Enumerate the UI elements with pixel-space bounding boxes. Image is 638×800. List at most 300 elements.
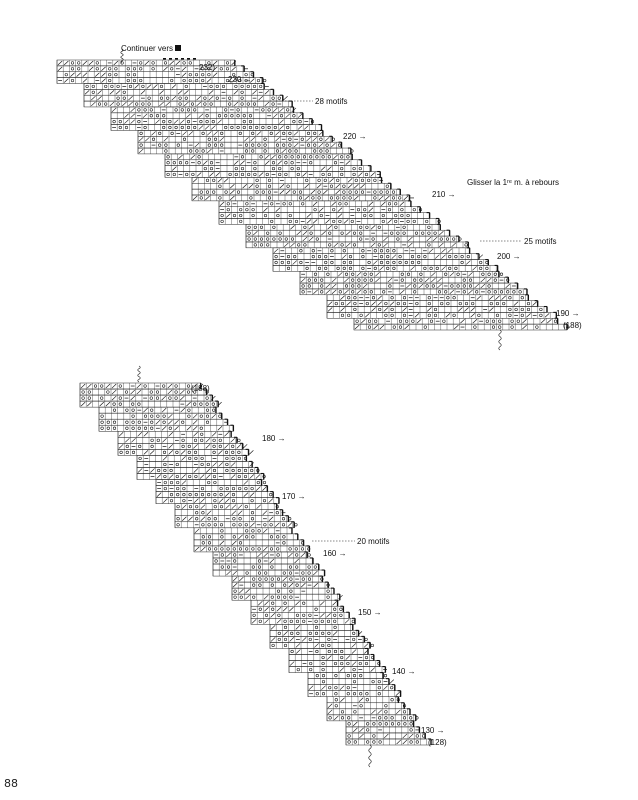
yarn-over-symbol bbox=[88, 391, 91, 394]
decrease-symbol bbox=[182, 67, 186, 71]
yarn-over-symbol bbox=[233, 214, 236, 217]
yarn-over-symbol bbox=[258, 144, 261, 147]
yarn-over-symbol bbox=[200, 415, 203, 418]
yarn-over-symbol bbox=[107, 427, 110, 430]
yarn-over-symbol bbox=[65, 73, 68, 76]
yarn-over-symbol bbox=[226, 469, 229, 472]
yarn-over-symbol bbox=[475, 291, 478, 294]
decrease-symbol bbox=[278, 161, 282, 165]
yarn-over-symbol bbox=[428, 296, 431, 299]
decrease-symbol bbox=[137, 390, 141, 394]
yarn-over-symbol bbox=[169, 427, 172, 430]
yarn-over-symbol bbox=[194, 439, 197, 442]
yarn-over-symbol bbox=[283, 596, 286, 599]
yarn-over-symbol bbox=[115, 68, 118, 71]
yarn-over-symbol bbox=[254, 244, 257, 247]
yarn-over-symbol bbox=[436, 267, 439, 270]
decrease-symbol bbox=[383, 243, 387, 247]
yarn-over-symbol bbox=[494, 279, 497, 282]
yarn-over-symbol bbox=[262, 126, 265, 129]
decrease-symbol bbox=[481, 284, 485, 288]
yarn-over-symbol bbox=[150, 409, 153, 412]
decrease-symbol bbox=[437, 284, 441, 288]
yarn-over-symbol bbox=[332, 208, 335, 211]
yarn-over-symbol bbox=[272, 103, 275, 106]
yarn-over-symbol bbox=[251, 487, 254, 490]
decrease-symbol bbox=[225, 499, 229, 503]
yarn-over-symbol bbox=[341, 314, 344, 317]
yarn-over-symbol bbox=[107, 421, 110, 424]
decrease-symbol bbox=[245, 589, 249, 593]
yarn-over-symbol bbox=[293, 191, 296, 194]
yarn-over-symbol bbox=[220, 523, 223, 526]
yarn-over-symbol bbox=[397, 302, 400, 305]
decrease-symbol bbox=[212, 414, 216, 418]
decrease-symbol bbox=[250, 523, 254, 527]
decrease-symbol bbox=[481, 278, 485, 282]
decrease-symbol bbox=[359, 728, 363, 732]
note-25-motifs: 25 motifs bbox=[524, 237, 557, 246]
yarn-over-symbol bbox=[259, 608, 262, 611]
yarn-over-symbol bbox=[413, 208, 416, 211]
decrease-symbol bbox=[408, 237, 412, 241]
yarn-over-symbol bbox=[276, 150, 279, 153]
yarn-over-symbol bbox=[201, 487, 204, 490]
yarn-over-symbol bbox=[370, 279, 373, 282]
yarn-over-symbol bbox=[386, 267, 389, 270]
yarn-over-symbol bbox=[328, 650, 331, 653]
yarn-over-symbol bbox=[248, 238, 251, 241]
yarn-over-symbol bbox=[208, 517, 211, 520]
yarn-over-symbol bbox=[268, 126, 271, 129]
decrease-symbol bbox=[333, 631, 337, 635]
decrease-symbol bbox=[304, 126, 308, 130]
yarn-over-symbol bbox=[327, 596, 330, 599]
chart-1-grid bbox=[57, 60, 569, 330]
yarn-over-symbol bbox=[388, 208, 391, 211]
decrease-symbol bbox=[224, 444, 228, 448]
yarn-over-symbol bbox=[208, 73, 211, 76]
yarn-over-symbol bbox=[353, 232, 356, 235]
yarn-over-symbol bbox=[201, 73, 204, 76]
chart-row bbox=[327, 715, 416, 721]
yarn-over-symbol bbox=[213, 451, 216, 454]
yarn-over-symbol bbox=[351, 291, 354, 294]
decrease-symbol bbox=[271, 155, 275, 159]
yarn-over-symbol bbox=[328, 156, 331, 159]
yarn-over-symbol bbox=[302, 285, 305, 288]
yarn-over-symbol bbox=[540, 308, 543, 311]
decrease-symbol bbox=[101, 73, 105, 77]
yarn-over-symbol bbox=[214, 505, 217, 508]
yarn-over-symbol bbox=[71, 79, 74, 82]
decrease-symbol bbox=[201, 517, 205, 521]
yarn-over-symbol bbox=[224, 109, 227, 112]
yarn-over-symbol bbox=[380, 261, 383, 264]
yarn-over-symbol bbox=[360, 704, 363, 707]
yarn-over-symbol bbox=[77, 68, 80, 71]
chart-row bbox=[192, 195, 410, 201]
decrease-symbol bbox=[473, 319, 477, 323]
decrease-symbol bbox=[159, 90, 163, 94]
decrease-symbol bbox=[375, 278, 379, 282]
yarn-over-symbol bbox=[328, 244, 331, 247]
yarn-over-symbol bbox=[150, 114, 153, 117]
yarn-over-symbol bbox=[295, 220, 298, 223]
decrease-symbol bbox=[119, 432, 123, 436]
chart-row bbox=[175, 522, 294, 528]
decrease-symbol bbox=[200, 475, 204, 479]
yarn-over-symbol bbox=[498, 326, 501, 329]
yarn-over-symbol bbox=[123, 91, 126, 94]
yarn-over-symbol bbox=[391, 314, 394, 317]
decrease-symbol bbox=[321, 167, 325, 171]
yarn-over-symbol bbox=[219, 415, 222, 418]
yarn-over-symbol bbox=[232, 487, 235, 490]
yarn-over-symbol bbox=[204, 103, 207, 106]
yarn-over-symbol bbox=[198, 156, 201, 159]
decrease-symbol bbox=[353, 722, 357, 726]
yarn-over-symbol bbox=[277, 554, 280, 557]
yarn-over-symbol bbox=[354, 711, 357, 714]
yarn-over-symbol bbox=[411, 261, 414, 264]
decrease-symbol bbox=[194, 499, 198, 503]
decrease-symbol bbox=[288, 523, 292, 527]
decrease-symbol bbox=[295, 559, 299, 563]
yarn-over-symbol bbox=[200, 191, 203, 194]
yarn-over-symbol bbox=[401, 214, 404, 217]
yarn-over-symbol bbox=[268, 185, 271, 188]
yarn-over-symbol bbox=[291, 238, 294, 241]
yarn-over-symbol bbox=[194, 451, 197, 454]
decrease-symbol bbox=[354, 184, 358, 188]
chart-row bbox=[111, 119, 312, 125]
decrease-symbol bbox=[346, 656, 350, 660]
yarn-over-symbol bbox=[296, 584, 299, 587]
decrease-symbol bbox=[231, 475, 235, 479]
yarn-over-symbol bbox=[335, 674, 338, 677]
yarn-over-symbol bbox=[132, 415, 135, 418]
yarn-over-symbol bbox=[140, 144, 143, 147]
yarn-over-symbol bbox=[447, 302, 450, 305]
yarn-over-symbol bbox=[187, 391, 190, 394]
row-label-232: 232) bbox=[199, 63, 216, 72]
yarn-over-symbol bbox=[150, 397, 153, 400]
yarn-over-symbol bbox=[231, 451, 234, 454]
yarn-over-symbol bbox=[336, 197, 339, 200]
decrease-symbol bbox=[264, 607, 268, 611]
decrease-symbol bbox=[176, 61, 180, 65]
yarn-over-symbol bbox=[176, 451, 179, 454]
row-label-230: 230 → bbox=[228, 75, 252, 84]
yarn-over-symbol bbox=[82, 391, 85, 394]
yarn-over-symbol bbox=[233, 523, 236, 526]
decrease-symbol bbox=[91, 96, 95, 100]
yarn-over-symbol bbox=[163, 451, 166, 454]
yarn-over-symbol bbox=[268, 197, 271, 200]
yarn-over-symbol bbox=[169, 397, 172, 400]
yarn-over-symbol bbox=[461, 255, 464, 258]
yarn-over-symbol bbox=[254, 226, 257, 229]
yarn-over-symbol bbox=[237, 109, 240, 112]
yarn-over-symbol bbox=[162, 120, 165, 123]
decrease-symbol bbox=[138, 432, 142, 436]
decrease-symbol bbox=[309, 237, 313, 241]
yarn-over-symbol bbox=[448, 267, 451, 270]
yarn-over-symbol bbox=[238, 451, 241, 454]
yarn-over-symbol bbox=[187, 109, 190, 112]
yarn-over-symbol bbox=[304, 244, 307, 247]
yarn-over-symbol bbox=[247, 85, 250, 88]
decrease-symbol bbox=[352, 662, 356, 666]
yarn-over-symbol bbox=[337, 267, 340, 270]
yarn-over-symbol bbox=[249, 120, 252, 123]
yarn-over-symbol bbox=[354, 308, 357, 311]
yarn-over-symbol bbox=[271, 584, 274, 587]
yarn-over-symbol bbox=[234, 590, 237, 593]
decrease-symbol bbox=[203, 161, 207, 165]
yarn-over-symbol bbox=[202, 511, 205, 514]
yarn-over-symbol bbox=[285, 156, 288, 159]
decrease-symbol bbox=[85, 90, 89, 94]
decrease-symbol bbox=[277, 619, 281, 623]
yarn-over-symbol bbox=[362, 255, 365, 258]
yarn-over-symbol bbox=[208, 523, 211, 526]
yarn-over-symbol bbox=[488, 273, 491, 276]
decrease-symbol bbox=[305, 184, 309, 188]
decrease-symbol bbox=[172, 84, 176, 88]
decrease-symbol bbox=[205, 126, 209, 130]
yarn-over-symbol bbox=[144, 385, 147, 388]
yarn-over-symbol bbox=[364, 279, 367, 282]
chart-row bbox=[346, 739, 431, 745]
yarn-over-symbol bbox=[195, 73, 198, 76]
decrease-symbol bbox=[199, 126, 203, 130]
decrease-symbol bbox=[379, 266, 383, 270]
row-label-140: 140 → bbox=[392, 667, 416, 676]
decrease-symbol bbox=[95, 73, 99, 77]
yarn-over-symbol bbox=[322, 656, 325, 659]
yarn-over-symbol bbox=[246, 203, 249, 206]
decrease-symbol bbox=[290, 637, 294, 641]
yarn-over-symbol bbox=[308, 279, 311, 282]
decrease-symbol bbox=[320, 613, 324, 617]
yarn-over-symbol bbox=[191, 103, 194, 106]
chart-row bbox=[270, 642, 370, 648]
yarn-over-symbol bbox=[500, 291, 503, 294]
yarn-over-symbol bbox=[290, 632, 293, 635]
decrease-symbol bbox=[174, 420, 178, 424]
yarn-over-symbol bbox=[322, 668, 325, 671]
yarn-over-symbol bbox=[132, 427, 135, 430]
decrease-symbol bbox=[296, 625, 300, 629]
decrease-symbol bbox=[364, 643, 368, 647]
decrease-symbol bbox=[280, 184, 284, 188]
decrease-symbol bbox=[289, 607, 293, 611]
yarn-over-symbol bbox=[314, 279, 317, 282]
decrease-symbol bbox=[180, 390, 184, 394]
yarn-over-symbol bbox=[313, 132, 316, 135]
yarn-over-symbol bbox=[318, 267, 321, 270]
decrease-symbol bbox=[452, 243, 456, 247]
decrease-symbol bbox=[263, 208, 267, 212]
yarn-over-symbol bbox=[291, 650, 294, 653]
yarn-over-symbol bbox=[293, 120, 296, 123]
yarn-over-symbol bbox=[315, 608, 318, 611]
decrease-symbol bbox=[207, 149, 211, 153]
yarn-over-symbol bbox=[341, 302, 344, 305]
decrease-symbol bbox=[119, 444, 123, 448]
decrease-symbol bbox=[333, 601, 337, 605]
yarn-over-symbol bbox=[245, 536, 248, 539]
yarn-over-symbol bbox=[315, 632, 318, 635]
yarn-over-symbol bbox=[265, 578, 268, 581]
yarn-over-symbol bbox=[343, 249, 346, 252]
yarn-over-symbol bbox=[527, 308, 530, 311]
yarn-over-symbol bbox=[151, 445, 154, 448]
decrease-symbol bbox=[153, 84, 157, 88]
yarn-over-symbol bbox=[278, 614, 281, 617]
decrease-symbol bbox=[124, 120, 128, 124]
yarn-over-symbol bbox=[361, 191, 364, 194]
decrease-symbol bbox=[234, 161, 238, 165]
yarn-over-symbol bbox=[262, 191, 265, 194]
chart-row bbox=[80, 389, 207, 395]
yarn-over-symbol bbox=[179, 103, 182, 106]
yarn-over-symbol bbox=[249, 114, 252, 117]
decrease-symbol bbox=[296, 643, 300, 647]
yarn-over-symbol bbox=[164, 469, 167, 472]
decrease-symbol bbox=[409, 734, 413, 738]
yarn-over-symbol bbox=[353, 668, 356, 671]
decrease-symbol bbox=[162, 408, 166, 412]
decrease-symbol bbox=[181, 408, 185, 412]
yarn-over-symbol bbox=[241, 85, 244, 88]
yarn-over-symbol bbox=[295, 523, 298, 526]
yarn-over-symbol bbox=[471, 302, 474, 305]
decrease-symbol bbox=[184, 102, 188, 106]
yarn-over-symbol bbox=[235, 173, 238, 176]
chart-row bbox=[270, 630, 359, 636]
yarn-over-symbol bbox=[220, 68, 223, 71]
yarn-over-symbol bbox=[189, 505, 192, 508]
yarn-over-symbol bbox=[278, 97, 281, 100]
decrease-symbol bbox=[218, 178, 222, 182]
yarn-over-symbol bbox=[210, 103, 213, 106]
yarn-over-symbol bbox=[385, 704, 388, 707]
yarn-over-symbol bbox=[227, 566, 230, 569]
yarn-over-symbol bbox=[540, 314, 543, 317]
chart-row bbox=[137, 467, 258, 473]
yarn-over-symbol bbox=[196, 150, 199, 153]
yarn-over-symbol bbox=[182, 445, 185, 448]
yarn-over-symbol bbox=[410, 723, 413, 726]
yarn-over-symbol bbox=[360, 314, 363, 317]
yarn-over-symbol bbox=[221, 536, 224, 539]
dash-mark bbox=[193, 58, 196, 60]
yarn-over-symbol bbox=[416, 741, 419, 744]
yarn-over-symbol bbox=[276, 548, 279, 551]
decrease-symbol bbox=[112, 384, 116, 388]
decrease-symbol bbox=[298, 126, 302, 130]
yarn-over-symbol bbox=[150, 109, 153, 112]
yarn-over-symbol bbox=[365, 662, 368, 665]
chart-row bbox=[99, 407, 216, 413]
yarn-over-symbol bbox=[258, 560, 261, 563]
yarn-over-symbol bbox=[169, 120, 172, 123]
yarn-over-symbol bbox=[359, 226, 362, 229]
decrease-symbol bbox=[219, 499, 223, 503]
row-label-220: 220 → bbox=[343, 132, 367, 141]
yarn-over-symbol bbox=[424, 267, 427, 270]
yarn-over-symbol bbox=[335, 704, 338, 707]
yarn-over-symbol bbox=[92, 85, 95, 88]
yarn-over-symbol bbox=[164, 463, 167, 466]
yarn-over-symbol bbox=[316, 674, 319, 677]
yarn-over-symbol bbox=[343, 185, 346, 188]
yarn-over-symbol bbox=[132, 451, 135, 454]
chart-row bbox=[354, 324, 567, 330]
decrease-symbol bbox=[257, 131, 261, 135]
yarn-over-symbol bbox=[201, 493, 204, 496]
decrease-symbol bbox=[106, 402, 110, 406]
yarn-over-symbol bbox=[351, 220, 354, 223]
decrease-symbol bbox=[200, 499, 204, 503]
yarn-over-symbol bbox=[494, 273, 497, 276]
continue-text: Continuer vers bbox=[121, 44, 174, 53]
yarn-over-symbol bbox=[521, 308, 524, 311]
yarn-over-symbol bbox=[165, 144, 168, 147]
yarn-over-symbol bbox=[440, 238, 443, 241]
yarn-over-symbol bbox=[345, 203, 348, 206]
yarn-over-symbol bbox=[235, 167, 238, 170]
yarn-over-symbol bbox=[156, 391, 159, 394]
decrease-symbol bbox=[144, 450, 148, 454]
yarn-over-symbol bbox=[405, 320, 408, 323]
yarn-over-symbol bbox=[368, 326, 371, 329]
decrease-symbol bbox=[182, 131, 186, 135]
yarn-over-symbol bbox=[349, 261, 352, 264]
yarn-over-symbol bbox=[428, 314, 431, 317]
yarn-over-symbol bbox=[428, 244, 431, 247]
yarn-over-symbol bbox=[164, 487, 167, 490]
decrease-symbol bbox=[325, 137, 329, 141]
yarn-over-symbol bbox=[208, 138, 211, 141]
decrease-symbol bbox=[253, 231, 257, 235]
yarn-over-symbol bbox=[167, 156, 170, 159]
yarn-over-symbol bbox=[316, 156, 319, 159]
yarn-over-symbol bbox=[239, 220, 242, 223]
yarn-over-symbol bbox=[260, 244, 263, 247]
decrease-symbol bbox=[139, 137, 143, 141]
yarn-over-symbol bbox=[228, 97, 231, 100]
decrease-symbol bbox=[83, 73, 87, 77]
decrease-symbol bbox=[169, 444, 173, 448]
decrease-symbol bbox=[321, 686, 325, 690]
yarn-over-symbol bbox=[386, 191, 389, 194]
yarn-over-symbol bbox=[243, 126, 246, 129]
decrease-symbol bbox=[58, 61, 62, 65]
yarn-over-symbol bbox=[169, 126, 172, 129]
yarn-over-symbol bbox=[176, 487, 179, 490]
decrease-symbol bbox=[243, 444, 247, 448]
yarn-over-symbol bbox=[498, 320, 501, 323]
yarn-over-symbol bbox=[455, 255, 458, 258]
yarn-over-symbol bbox=[347, 314, 350, 317]
decrease-symbol bbox=[226, 505, 230, 509]
yarn-over-symbol bbox=[284, 644, 287, 647]
yarn-over-symbol bbox=[283, 203, 286, 206]
